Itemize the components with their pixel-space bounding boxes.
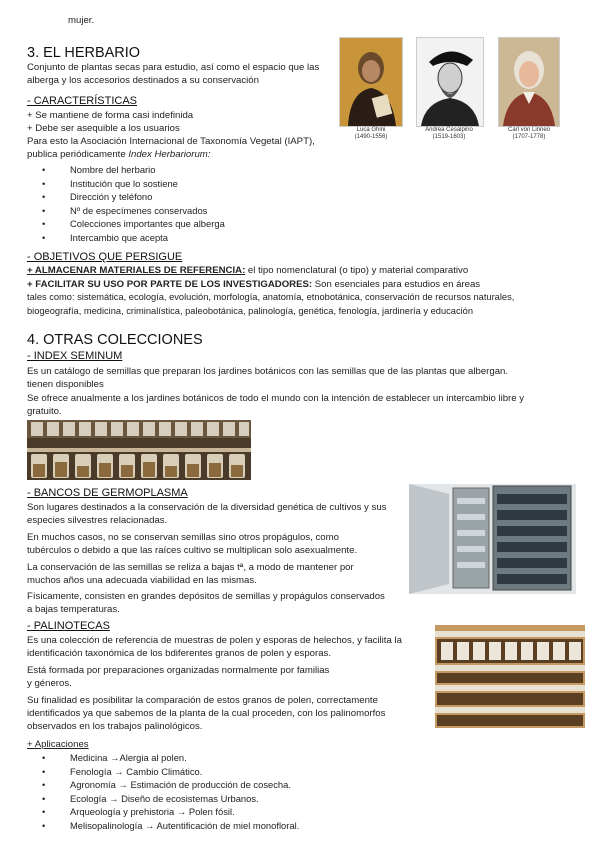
list-item xyxy=(42,778,299,792)
portrait-caption-ghini xyxy=(336,127,406,141)
list-item xyxy=(42,805,299,819)
subtitle-aplicaciones: + Aplicaciones xyxy=(27,739,89,750)
palino-line-5: Su finalidad es posibilitar la comparación de estos granos de polen, correctamente xyxy=(27,695,378,706)
list-item-text: Dirección y teléfono xyxy=(70,191,153,203)
bullet: • xyxy=(42,806,46,818)
bancos-line-6: muchos años una adecuada viabilidad en las mismas. xyxy=(27,575,257,586)
pollen-drawers-image xyxy=(435,625,585,728)
pollen-drawers-illustration xyxy=(435,625,585,728)
objetivo-2 xyxy=(27,278,480,291)
bullet: • xyxy=(42,765,46,777)
bullet: • xyxy=(42,231,46,243)
palino-line-3: Está formada por preparaciones organizadas normalmente por familias xyxy=(27,665,330,676)
bullet: • xyxy=(42,752,46,763)
list-item-text: Agronomía → Estimación de producción de cosecha. xyxy=(70,779,291,791)
bullet: • xyxy=(42,792,46,804)
objetivo-2-label: + FACILITAR SU USO POR PARTE DE LOS INVESTIGADORES: xyxy=(27,279,313,290)
seed-jars-illustration xyxy=(27,420,251,480)
objetivo-1 xyxy=(27,264,468,277)
index-line-3: Se ofrece anualmente a los jardines botánicos de todo el mundo con la intención de establecer un intercambio libre y xyxy=(27,393,525,404)
portrait-linneo xyxy=(498,37,560,127)
subtitle-palinotecas: - PALINOTECAS xyxy=(27,620,110,632)
carac-line-4 xyxy=(27,148,210,161)
list-item xyxy=(42,217,225,231)
list-item-text: Arqueología y prehistoria → Polen fósil. xyxy=(70,806,235,818)
bancos-line-7: Físicamente, consisten en grandes depósitos de semillas y propágulos conservados xyxy=(27,591,385,602)
bullet: • xyxy=(42,191,46,203)
index-line-4: gratuito. xyxy=(27,406,62,417)
publica-text: publica periódicamente xyxy=(27,149,129,160)
list-item xyxy=(42,792,299,806)
section-title-otras: 4. OTRAS COLECCIONES xyxy=(27,332,203,348)
list-item xyxy=(42,204,225,218)
index-line-1: Es un catálogo de semillas que preparan los jardines botánicos con las semillas que de las plantas que albergan. xyxy=(27,366,509,377)
objetivo-line-3: tales como: sistemática, ecología, evolución, morfología, anatomía, etnobotánica, conservación de recursos naturales, xyxy=(27,292,515,302)
bullet: • xyxy=(42,164,46,175)
palino-line-2: identificación taxonómica de los bdiferentes granos de polen y esporas. xyxy=(27,648,331,659)
list-item xyxy=(42,751,299,765)
bancos-line-8: a bajas temperaturas. xyxy=(27,604,120,615)
bullet: • xyxy=(42,177,46,189)
list-item xyxy=(42,163,225,177)
bullet: • xyxy=(42,779,46,791)
palino-line-1: Es una colección de referencia de muestras de polen y esporas de helechos, y facilita la xyxy=(27,635,402,646)
bancos-line-3: En muchos casos, no se conservan semillas sino otros propágulos, como xyxy=(27,532,339,543)
list-item-text: Colecciones importantes que alberga xyxy=(70,218,225,230)
portrait-years: (1490-1556) xyxy=(354,134,388,140)
portrait-ghini xyxy=(339,37,403,127)
objetivo-1-label: + ALMACENAR MATERIALES DE REFERENCIA: xyxy=(27,265,246,276)
list-item-text: Institución que lo sostiene xyxy=(70,177,178,189)
bancos-line-2: especies silvestres relacionadas. xyxy=(27,515,168,526)
list-item-text: Medicina →Alergia al polen. xyxy=(70,752,187,763)
palino-line-7: observados en los trabajos palinológicos. xyxy=(27,721,203,732)
carac-line-3: Para esto la Asociación Internacional de Taxonomía Vegetal (IAPT), xyxy=(27,136,315,147)
objetivo-1-text: el tipo nomenclatural (o tipo) y material comparativo xyxy=(245,265,469,276)
list-item-text: Melisopalinología → Autentificación de miel monofloral. xyxy=(70,819,300,831)
subtitle-bancos: - BANCOS DE GERMOPLASMA xyxy=(27,487,188,499)
objetivo-line-4: biogeografía, medicina, criminalística, paleobotánica, palinología, genética, fenología, jardinería y educación xyxy=(27,306,474,316)
list-item-text: Fenología → Cambio Climático. xyxy=(70,765,203,777)
portrait-name: Luca Ghini xyxy=(356,127,386,133)
palino-line-4: y géneros. xyxy=(27,678,72,689)
ghini-illustration xyxy=(340,38,402,126)
subtitle-index-seminum: - INDEX SEMINUM xyxy=(27,350,123,362)
cesalpino-illustration xyxy=(417,38,483,126)
bancos-line-1: Son lugares destinados a la conservación de la diversidad genética de cultivos y sus xyxy=(27,502,387,513)
bancos-line-5: La conservación de las semillas se reliza a bajas tª, a modo de mantener por xyxy=(27,562,354,573)
subtitle-objetivos: - OBJETIVOS QUE PERSIGUE xyxy=(27,251,183,263)
linneo-illustration xyxy=(499,38,559,126)
list-item xyxy=(42,231,225,245)
portrait-years: (1707-1778) xyxy=(512,134,546,140)
list-item xyxy=(42,190,225,204)
portrait-cesalpino xyxy=(416,37,484,127)
bullet: • xyxy=(42,218,46,230)
list-item-text: Nombre del herbario xyxy=(70,164,156,175)
index-herbariorum-list xyxy=(42,163,225,245)
portrait-name: Andrea Cesalpino xyxy=(425,127,473,133)
herbario-intro-2: alberga y los accesorios destinados a su conservación xyxy=(27,75,259,86)
portrait-caption-linneo xyxy=(494,127,564,141)
list-item xyxy=(42,765,299,779)
list-item-text: Intercambio que acepta xyxy=(70,231,168,243)
index-herbariorum-italic: Index Herbariorum: xyxy=(128,149,211,160)
bullet: • xyxy=(42,819,46,831)
portrait-caption-cesalpino xyxy=(412,127,486,141)
carac-line-2: + Debe ser asequible a los usuarios xyxy=(27,123,180,134)
germplasm-illustration xyxy=(409,484,576,594)
section-title-herbario: 3. EL HERBARIO xyxy=(27,45,141,61)
list-item-text: Nº de especímenes conservados xyxy=(70,204,208,216)
palino-line-6: identificados ya que sabemos de la planta de la cual proceden, con los palinomorfos xyxy=(27,708,386,719)
list-item xyxy=(42,819,300,833)
continuation-text: mujer. xyxy=(68,15,95,26)
seed-jars-image xyxy=(27,420,251,480)
aplicaciones-list xyxy=(42,751,300,833)
index-line-2: tienen disponibles xyxy=(27,379,104,390)
list-item-text: Ecología → Diseño de ecosistemas Urbanos. xyxy=(70,792,259,804)
subtitle-caracteristicas: - CARACTERÍSTICAS xyxy=(27,95,138,107)
objetivo-2-text: Son esenciales para estudios en áreas xyxy=(312,279,481,290)
herbario-intro-1: Conjunto de plantas secas para estudio, así como el espacio que las xyxy=(27,62,320,73)
germplasm-bank-image xyxy=(409,484,576,594)
portrait-name: Carl von Linneo xyxy=(507,127,551,133)
carac-line-1: + Se mantiene de forma casi indefinida xyxy=(27,110,194,121)
bancos-line-4: tubérculos o debido a que las raíces cultivo se multiplican solo asexualmente. xyxy=(27,545,358,556)
list-item xyxy=(42,177,225,191)
portrait-years: (1519-1603) xyxy=(432,134,466,140)
bullet: • xyxy=(42,204,46,216)
